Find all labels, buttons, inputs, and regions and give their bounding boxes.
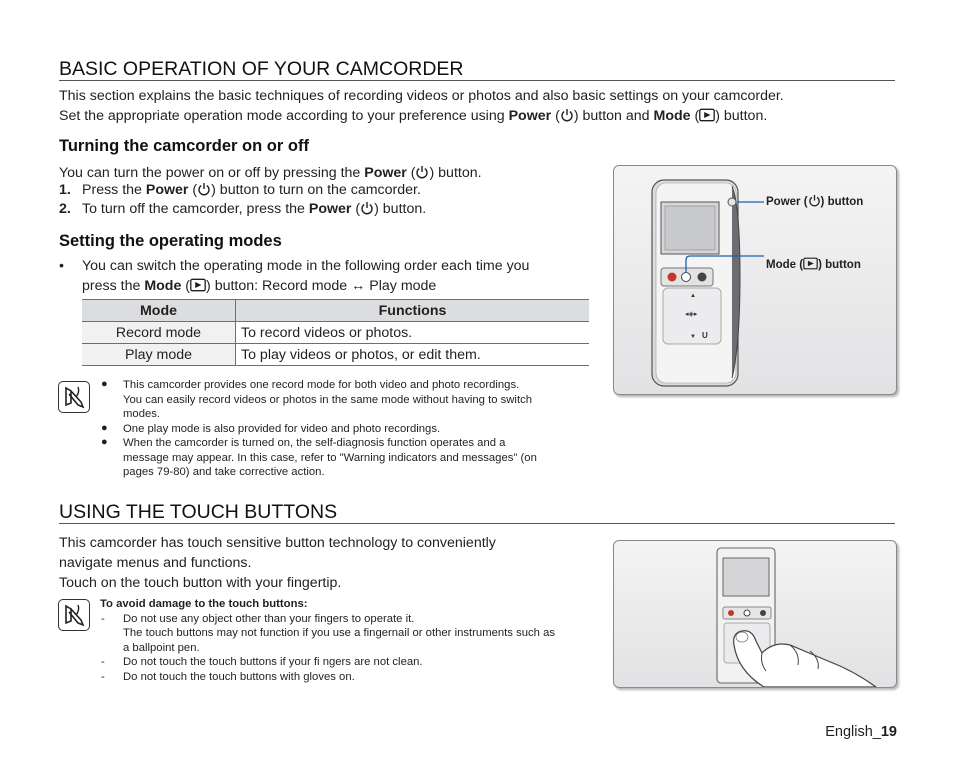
note-item [100, 670, 610, 685]
callout-text: ) button [818, 259, 861, 271]
power-icon [560, 108, 574, 122]
table-cell-mode: Play mode [82, 344, 236, 366]
table-row [82, 344, 589, 366]
step-number: 2. [59, 201, 71, 217]
bullet-dot: ● [101, 421, 108, 434]
note-line: This camcorder provides one record mode for both video and photo recordings. [123, 379, 520, 391]
note-item [100, 378, 600, 422]
note-item [100, 612, 610, 656]
power-button-callout [766, 194, 863, 208]
bullet-line: press the Mode ( ) button: Record mode ↔ Play mode [82, 278, 437, 294]
intro-paragraph [59, 86, 784, 126]
callout-text: ) button [820, 196, 864, 208]
bullet-text: press the [82, 278, 145, 294]
note-line: The touch buttons may not function if you use a fingernail or other instruments such as [123, 627, 556, 639]
finger-touch-illustration [614, 541, 896, 687]
note-line: modes. [123, 408, 161, 420]
note-item [100, 422, 600, 437]
bullet-dot: • [59, 258, 64, 274]
play-mode-icon [803, 257, 818, 270]
note-line: message may appear. In this case, refer to "Warning indicators and messages" (on [123, 451, 537, 464]
table-header-row [82, 300, 589, 322]
bullet-line: You can switch the operating mode in the following order each time you [82, 258, 530, 274]
bullet-text: button: Record mode ↔ Play mode [210, 278, 437, 294]
intro-line-1: This section explains the basic techniques of recording videos or photos and also basic settings on your camcorder. [59, 88, 784, 104]
note-pencil-icon [58, 599, 90, 631]
page-number: 19 [880, 724, 897, 740]
bullet-dot: ● [101, 436, 108, 448]
intro-text: Set the appropriate operation mode according to your preference using [59, 108, 509, 124]
svg-text:U: U [702, 331, 708, 340]
note-list-1 [100, 378, 600, 480]
subheading-modes: Setting the operating modes [59, 232, 282, 250]
callout-text: Power ( [766, 196, 808, 208]
play-mode-icon [699, 108, 715, 122]
note-list-2 [100, 597, 610, 684]
svg-text:▼: ▼ [690, 334, 696, 340]
page-footer [825, 724, 897, 740]
table-cell-mode: Record mode [82, 322, 236, 344]
note-line: Do not use any object other than your fingers to operate it. [123, 612, 415, 625]
footer-language: English_ [825, 724, 881, 740]
modes-bullet [59, 256, 604, 296]
note-line: You can easily record videos or photos in the same mode without having to switch [123, 393, 533, 406]
note-item [100, 436, 600, 480]
note-item [100, 655, 610, 670]
intro-line-2: Set the appropriate operation mode according to your preference using Power ( ) button and Mode ( ) button. [59, 108, 768, 124]
step-text: To turn off the camcorder, press the [82, 201, 309, 217]
mode-button-callout [766, 257, 861, 271]
step-text: Press the [82, 182, 146, 198]
step-number: 1. [59, 182, 71, 198]
power-intro-line: You can turn the power on or off by pressing the Power ( ) button. [59, 165, 482, 181]
note-line: Do not touch the touch buttons with gloves on. [123, 670, 355, 683]
bullet-dot: ● [101, 378, 108, 390]
mode-word: Mode [653, 108, 691, 124]
table-cell-function: To play videos or photos, or edit them. [236, 344, 590, 366]
power-icon [360, 201, 374, 215]
power-text: button. [434, 165, 482, 181]
note-line: One play mode is also provided for video and photo recordings. [123, 422, 441, 435]
svg-text:▲: ▲ [690, 293, 696, 299]
touch-line: Touch on the touch button with your fingertip. [59, 575, 342, 591]
touch-line: navigate menus and functions. [59, 555, 252, 571]
note-line: When the camcorder is turned on, the self-diagnosis function operates and a [123, 437, 506, 449]
power-word: Power [145, 182, 189, 198]
power-word: Power [508, 108, 552, 124]
play-mode-icon [190, 278, 206, 292]
dash: - [101, 612, 105, 625]
power-icon [197, 182, 211, 196]
power-word: Power [308, 201, 352, 217]
table-cell-function: To record videos or photos. [236, 322, 590, 344]
power-icon [415, 165, 429, 179]
mode-word: Mode [144, 278, 182, 294]
intro-text: button and [578, 108, 654, 124]
table-row [82, 322, 589, 344]
svg-text:◂◈▸: ◂◈▸ [685, 311, 698, 318]
note-pencil-icon [58, 381, 90, 413]
section-heading-touch-buttons: USING THE TOUCH BUTTONS [59, 501, 895, 524]
power-icon [808, 194, 821, 207]
touch-line: This camcorder has touch sensitive button technology to conveniently [59, 535, 496, 551]
callout-text: Mode ( [766, 259, 804, 271]
table-header-functions: Functions [236, 300, 590, 322]
section-heading-basic-operation: BASIC OPERATION OF YOUR CAMCORDER [59, 58, 895, 81]
intro-text: button. [719, 108, 768, 124]
step-text: button. [378, 201, 427, 217]
modes-table [82, 299, 589, 366]
note-title: To avoid damage to the touch buttons: [100, 598, 308, 610]
note-line: Do not touch the touch buttons if your fi ngers are not clean. [123, 656, 423, 668]
power-word: Power [364, 165, 407, 181]
power-text: You can turn the power on or off by pressing the [59, 165, 365, 181]
subheading-power: Turning the camcorder on or off [59, 137, 309, 155]
touch-intro-paragraph [59, 533, 496, 593]
note-line: pages 79-80) and take corrective action. [123, 466, 325, 478]
camcorder-figure-touch [613, 540, 897, 688]
power-step-1: 1. Press the Power ( ) button to turn on the camcorder. [59, 182, 421, 198]
dash: - [101, 656, 105, 668]
table-header-mode: Mode [82, 300, 236, 322]
power-step-2: 2. To turn off the camcorder, press the Power ( ) button. [59, 201, 427, 217]
step-text: button to turn on the camcorder. [215, 182, 421, 198]
note-line: a ballpoint pen. [123, 641, 200, 654]
dash: - [101, 670, 105, 683]
camcorder-figure-buttons [613, 165, 897, 395]
